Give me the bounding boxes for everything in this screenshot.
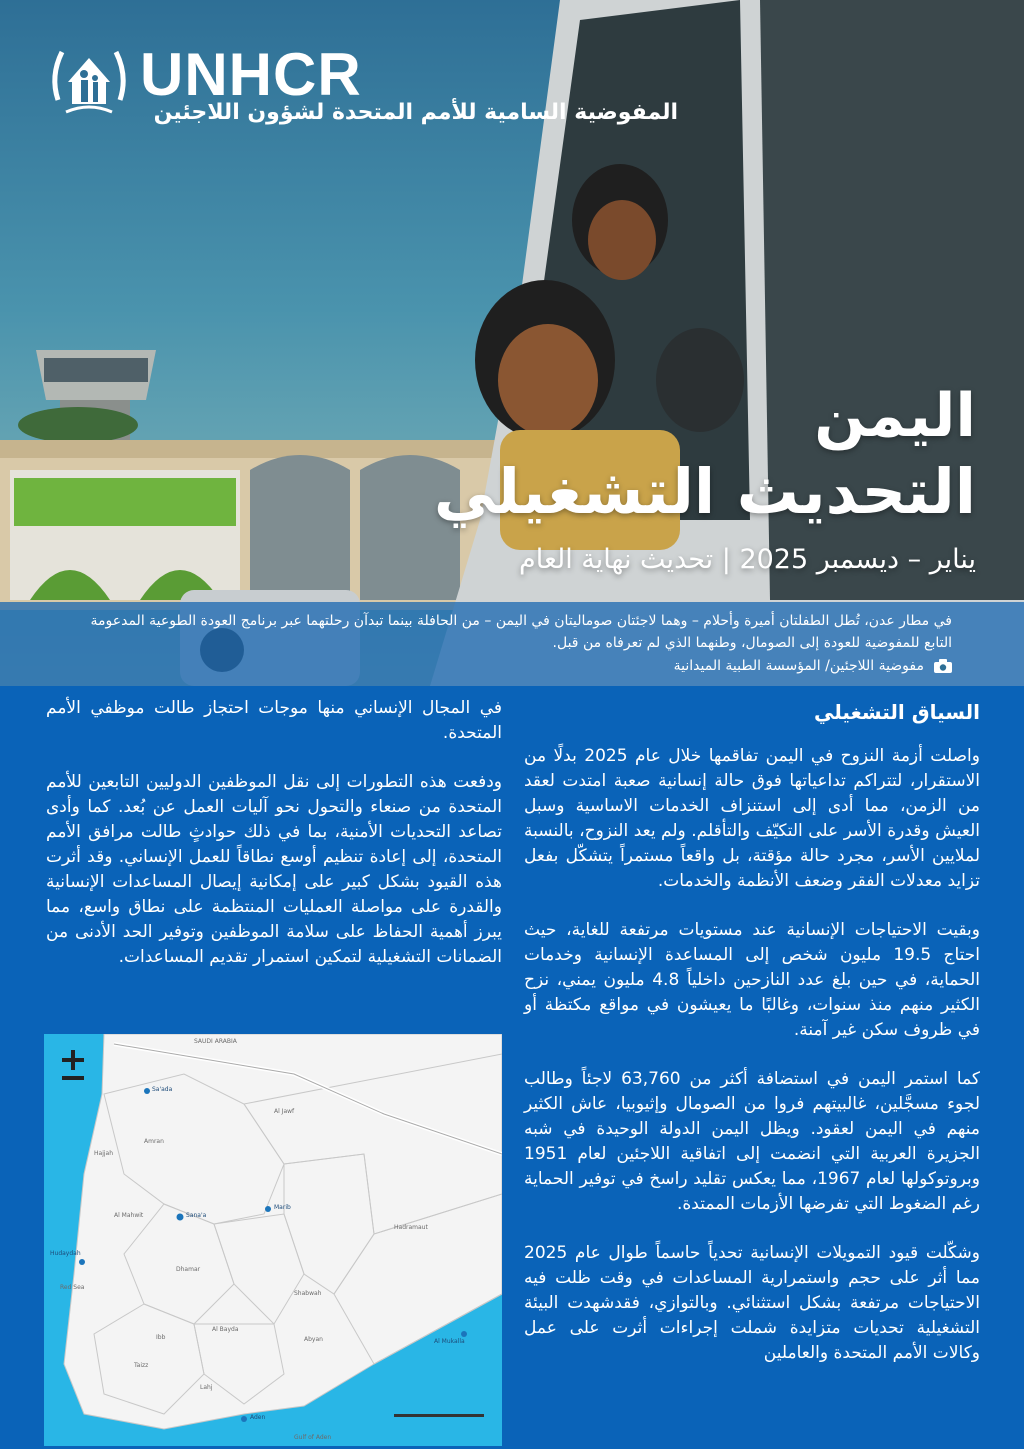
map-region-label: Al Jawf	[274, 1108, 295, 1115]
paragraph: كما استمر اليمن في استضافة أكثر من 63,760 لاجئاً وطالب لجوء مسجَّلين، غالبيتهم فروا من الصومال وإثيوبيا، عاش الكثير منهم في اليمن لعقود. ويظل اليمن الدولة الوحيدة في شبه الجزيرة العربية التي انضمت إلى اتفاقية اللاجئين لعام 1951 وبروتوكولها لعام 1967، مما يعكس تقليد راسخ في توفير الحماية رغم الضغوط التي تفرضها الأزمات الممتدة.	[524, 1069, 980, 1214]
section-heading: السياق التشغيلي	[814, 700, 980, 724]
plus-minus-icon	[58, 1048, 88, 1082]
unhcr-arabic-name: المفوضية السامية للأمم المتحدة لشؤون اللاجئين	[153, 100, 678, 125]
map-city-label: Sana'a	[186, 1212, 207, 1219]
unhcr-emblem-icon	[46, 40, 132, 116]
map-region-label: SAUDI ARABIA	[194, 1038, 237, 1045]
unhcr-logo	[46, 40, 696, 140]
map-drawing	[44, 1034, 502, 1446]
title-block	[434, 380, 976, 582]
map-region-label: Red Sea	[60, 1284, 85, 1291]
map-region-label: Al Bayda	[212, 1326, 239, 1333]
map-region-label: Taizz	[134, 1362, 149, 1369]
map-city-label: Hudaydah	[50, 1250, 81, 1257]
map-city-label: Al Mukalla	[434, 1338, 465, 1345]
map-region-label: Hajjah	[94, 1150, 114, 1157]
map-region-label: Shabwah	[294, 1290, 322, 1297]
paragraph: ودفعت هذه التطورات إلى نقل الموظفين الدوليين التابعين للأمم المتحدة من صنعاء والتحول نحو آليات العمل عن بُعد. كما وأدى تصاعد التحديات الأمنية، بما في ذلك حوادثٍ طالت مرافق الأمم المتحدة، إلى إعادة تنظيم أوسع نطاقاً للعمل الإنساني. وقد أثرت هذه القيود بشكل كبير على إمكانية إيصال المساعدات الإنسانية والقدرة على مواصلة العمليات المنتظمة على نطاق واسع، مما يبرز أهمية الحفاظ على سلامة الموظفين وتوفير الحد الأدنى من الضمانات التشغيلية لتمكين استمرار تقديم المساعدات.	[46, 772, 502, 967]
yemen-map[interactable]	[44, 1034, 502, 1446]
map-region-label: Amran	[144, 1138, 164, 1145]
map-region-label: Dhamar	[176, 1266, 201, 1273]
country-title: اليمن	[814, 381, 976, 451]
map-region-label: Al Mahwit	[114, 1212, 144, 1219]
camera-icon	[934, 659, 952, 673]
date-range-subtitle: يناير – ديسمبر 2025 | تحديث نهاية العام	[519, 544, 976, 575]
zoom-control-icon[interactable]	[58, 1048, 88, 1082]
hero-photo	[0, 0, 1024, 686]
document-title: التحديث التشغيلي	[433, 455, 976, 528]
map-region-label: Hadramaut	[394, 1224, 428, 1231]
photo-credit-text: مفوضية اللاجئين/ المؤسسة الطبية الميدانية	[673, 658, 924, 674]
unhcr-wordmark: UNHCR	[140, 41, 362, 108]
right-text-column	[524, 698, 980, 1390]
photo-caption: في مطار عدن، تُطل الطفلتان أميرة وأحلام – وهما لاجئتان صوماليتان في اليمن – من الحافلة بينما تبدآن رحلتهما عبر برنامج العودة الطوعية المدعومة التابع للمفوضية للعودة إلى الصومال، وطنهما الذي لم تعرفاه من قبل.	[90, 613, 952, 651]
left-text-column	[46, 696, 502, 994]
map-region-label: Lahj	[200, 1384, 213, 1391]
paragraph: في المجال الإنساني منها موجات احتجاز طالت موظفي الأمم المتحدة.	[46, 698, 502, 743]
map-region-label: Abyan	[304, 1336, 323, 1343]
paragraph: وبقيت الاحتياجات الإنسانية عند مستويات مرتفعة للغاية، حيث احتاج 19.5 مليون شخص إلى المساعدة الإنسانية وخدمات الحماية، في حين بلغ عدد النازحين داخلياً 4.8 مليون يمني، نزح الكثير منهم منذ سنوات، وغالبًا ما يعيشون في مواقع مكتظة أو في ظروف سكن غير آمنة.	[524, 920, 981, 1040]
map-city-label: Marib	[274, 1204, 291, 1211]
map-city-label: Sa'ada	[152, 1086, 173, 1093]
photo-caption-bar	[0, 602, 1024, 686]
paragraph: وشكّلت قيود التمويلات الإنسانية تحدياً حاسماً طوال عام 2025 مما أثر على حجم واستمرارية المساعدات في وقت ظلت فيه الاحتياجات مرتفعة بشكل استثنائي. وبالتوازي، فقدشهدت البيئة التشغيلية تحديات متزايدة شملت إجراءات أثرت على عمل وكالات الأمم المتحدة والعاملين	[524, 1243, 980, 1363]
map-region-label: Ibb	[156, 1334, 166, 1341]
photo-credit	[674, 658, 952, 674]
paragraph: واصلت أزمة النزوح في اليمن تفاقمها خلال عام 2025 بدلًا من الاستقرار، لتتراكم تداعياتها فوق حالة إنسانية صعبة امتدت لعقد من الزمن، مما أدى إلى استنزاف الخدمات الاساسية وسبل العيش وقدرة الأسر على التكيّف والتأقلم. ولم يعد النزوح، بالنسبة لملايين الأسر، مجرد حالة مؤقتة، بل واقعاً مستمراً يتشكّل بفعل تزايد معدلات الفقر وضعف الأنظمة والخدمات.	[524, 746, 980, 891]
map-city-label: Aden	[250, 1414, 266, 1421]
map-region-label: Gulf of Aden	[294, 1434, 332, 1441]
